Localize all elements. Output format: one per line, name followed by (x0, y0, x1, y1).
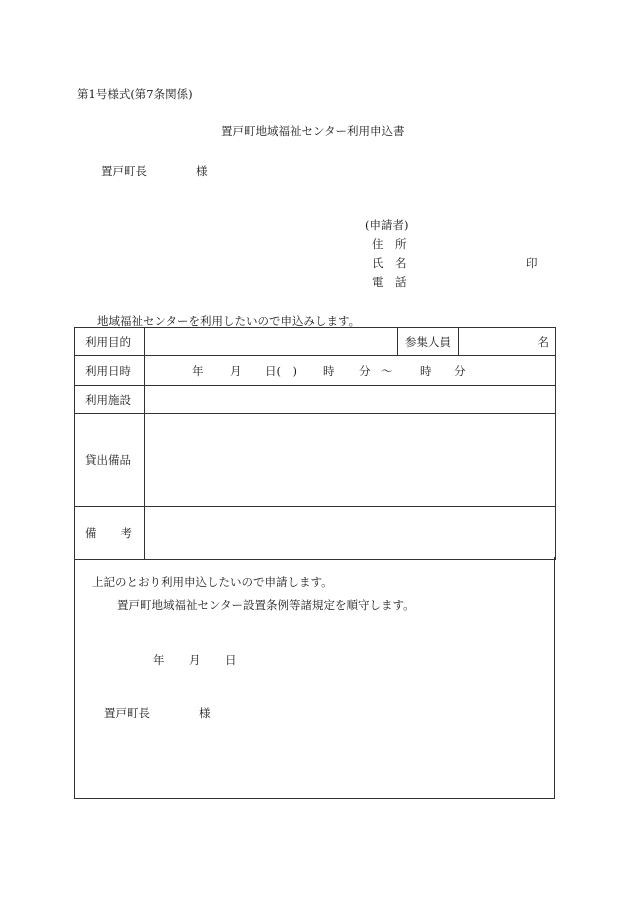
declaration-box (74, 557, 555, 799)
date-year: 年 (192, 364, 204, 378)
declaration-day: 日 (225, 653, 237, 667)
applicant-heading: (申請者) (365, 218, 409, 232)
remarks-label (75, 507, 145, 560)
date-field[interactable] (145, 356, 556, 386)
table-row-remarks (75, 507, 556, 560)
date-day: 日( ) (265, 364, 297, 378)
attendees-field[interactable] (459, 328, 556, 356)
declaration-addressee-name: 置戸町長 (104, 706, 150, 720)
declaration-month: 月 (189, 653, 201, 667)
date-hour-start: 時 (323, 364, 335, 378)
purpose-label: 利用目的 (75, 328, 145, 356)
remarks-label-char-1: 備 (85, 526, 97, 540)
document-title: 置戸町地域福祉センター利用申込書 (221, 124, 405, 138)
intro-text: 地域福祉センターを利用したいので申込みします。 (97, 314, 361, 328)
date-tilde: ～ (381, 364, 393, 378)
seal-mark: 印 (526, 256, 538, 270)
table-row-facility (75, 386, 556, 414)
purpose-field[interactable] (145, 328, 398, 356)
application-table (74, 327, 556, 560)
attendees-label: 参集人員 (398, 328, 459, 356)
table-row-equipment (75, 414, 556, 507)
addressee-honorific: 様 (196, 164, 208, 178)
declaration-year: 年 (153, 653, 165, 667)
date-minute-start: 分 (359, 364, 371, 378)
equipment-label: 貸出備品 (75, 414, 145, 507)
addressee-name: 置戸町長 (101, 164, 147, 178)
date-minute-end: 分 (454, 364, 466, 378)
declaration-line-2: 置戸町地域福祉センター設置条例等諸規定を順守します。 (117, 598, 415, 612)
declaration-line-1: 上記のとおり利用申込したいので申請します。 (92, 575, 333, 589)
equipment-field[interactable] (145, 414, 556, 507)
facility-label: 利用施設 (75, 386, 145, 414)
date-hour-end: 時 (420, 364, 432, 378)
declaration-addressee-honorific: 様 (199, 706, 211, 720)
date-month: 月 (230, 364, 242, 378)
applicant-name-label: 氏 名 (372, 256, 407, 270)
applicant-address-label: 住 所 (372, 237, 407, 251)
form-number: 第1号様式(第7条関係) (77, 87, 193, 101)
attendees-unit: 名 (537, 334, 549, 349)
table-row-date (75, 356, 556, 386)
table-row-purpose (75, 328, 556, 356)
remarks-field[interactable] (145, 507, 556, 560)
date-label: 利用日時 (75, 356, 145, 386)
facility-field[interactable] (145, 386, 556, 414)
applicant-phone-label: 電 話 (372, 275, 407, 289)
remarks-label-char-2: 考 (120, 526, 132, 540)
